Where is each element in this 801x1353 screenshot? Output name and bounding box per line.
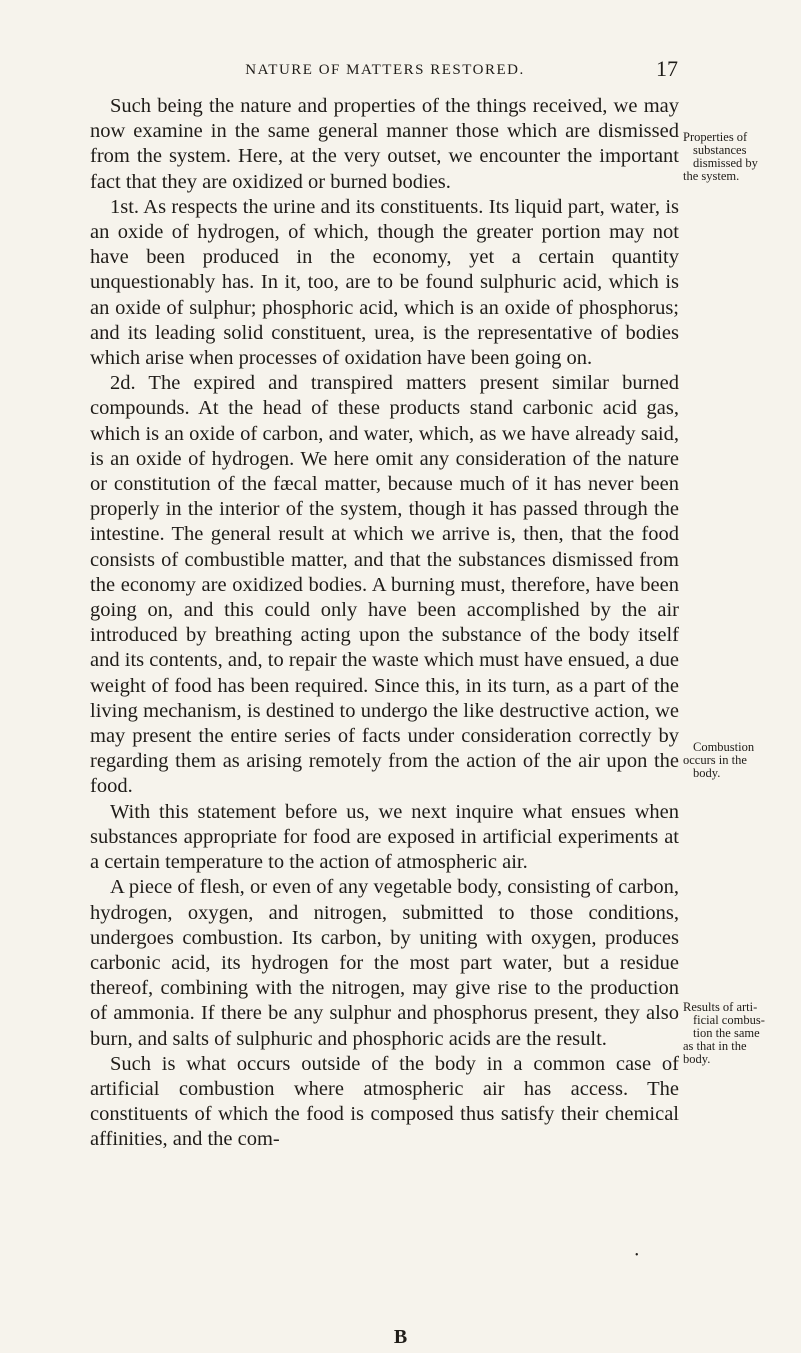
paragraph: Such being the nature and properties of the things received, we may now examine in the same general manner those which are dismissed from the system. Here, at the very outset, we encounter the important fact that they are oxidized or burned bodies. xyxy=(90,95,679,193)
paragraph: Such is what occurs outside of the body in a common case of artificial combustion where atmospheric air has access. The constituents of which the food is composed thus satisfy their chemical affinities, and the com- xyxy=(90,1052,679,1151)
side-note-line: Results of arti- xyxy=(683,1000,758,1014)
side-note-line: Properties of xyxy=(683,130,748,144)
page-number: 17 xyxy=(656,56,678,81)
side-note-line: substances xyxy=(693,143,747,157)
paragraph: 2d. The expired and transpired matters present similar burned compounds. At the head of these products stand carbonic acid gas, which is an oxide of carbon, and water, which, as we have already said, is an oxide of hydrogen. We here omit any consideration of the nature or constitution of the fæcal matter, because much of it has never been properly in the interior of the system, though it has passed through the intestine. The general result at which we arrive is, then, that the food consists of combustible matter, and that the substances dismissed from the economy are oxidized bodies. A burning must, therefore, have been going on, and this could only have been accomplished by the air introduced by breathing acting upon the substance of the body itself and its contents, and, to repair the waste which must have ensued, a due weight of food has been required. Since this, in its turn, as a part of the living mechanism, is destined to undergo the like destructive action, we may present the entire series of facts under consideration correctly by regarding them as arising remotely from the action of the air upon the food. xyxy=(90,372,679,798)
side-note-line: the system. xyxy=(683,169,740,183)
stray-mark: • xyxy=(635,1250,639,1261)
running-head: NATURE OF MATTERS RESTORED. xyxy=(245,62,525,78)
side-note-results xyxy=(683,1001,795,1066)
side-note-line: dismissed by xyxy=(693,156,758,170)
signature-mark: B xyxy=(393,1326,408,1348)
side-note-properties xyxy=(683,131,795,183)
paragraph: With this statement before us, we next inquire what ensues when substances appropriate for food are exposed in artificial experiments at a certain temperature to the action of atmospheric air. xyxy=(90,800,679,874)
side-note-line: Combustion xyxy=(693,740,755,754)
paragraph: 1st. As respects the urine and its constituents. Its liquid part, water, is an oxide of hydrogen, of which, though the greater portion may not have been produced in the economy, yet a certain quantity unquestionably has. In it, too, are to be found sulphuric acid, which is an oxide of sulphur; phosphoric acid, which is an oxide of phosphorus; and its leading solid constituent, urea, is the representative of bodies which arise when processes of oxidation have been going on. xyxy=(90,195,679,370)
body-text xyxy=(90,94,679,1153)
side-note-line: body. xyxy=(693,766,721,780)
side-note-line: as that in the xyxy=(683,1039,747,1053)
paragraph: A piece of flesh, or even of any vegetable body, consisting of carbon, hydrogen, oxygen, and nitrogen, submitted to those conditions, undergoes combustion. Its carbon, by uniting with oxygen, produces carbonic acid, its hydrogen for the most part water, but a residue thereof, combining with the nitrogen, may give rise to the production of ammonia. If there be any sulphur and phosphorus present, they also burn, and salts of sulphuric and phosphoric acids are the result. xyxy=(90,876,679,1050)
side-note-line: occurs in the xyxy=(683,753,747,767)
side-note-line: tion the same xyxy=(693,1026,760,1040)
side-note-line: ficial combus- xyxy=(693,1013,765,1027)
side-note-line: body. xyxy=(683,1052,711,1066)
side-note-combustion xyxy=(683,741,795,780)
